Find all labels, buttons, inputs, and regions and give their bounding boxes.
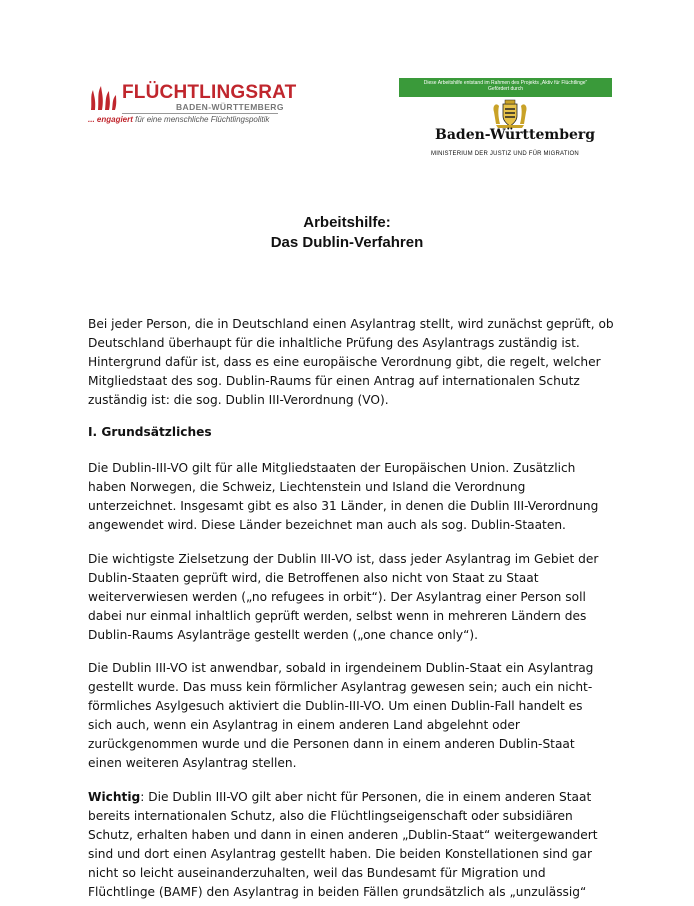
paragraph-1 (88, 459, 618, 535)
logo-region: BADEN-WÜRTTEMBERG (176, 102, 284, 112)
text-line: gestellt wurde. Das muss kein förmlicher Asylantrag gewesen sein; auch ein nicht- (88, 680, 593, 694)
text-line: förmliches Asylgesuch aktiviert die Dublin-III-VO. Um einen Dublin-Fall handelt es (88, 699, 583, 713)
important-label: Wichtig (88, 790, 141, 804)
document-title-line1: Arbeitshilfe: (303, 214, 391, 231)
text-line: Hintergrund dafür ist, dass es eine europäische Verordnung gibt, die regelt, welcher (88, 355, 601, 369)
text-line: Dublin-Staaten geprüft wird, die Betroffenen also nicht von Staat zu Staat (88, 571, 539, 585)
logo-tagline-prefix: ... engagiert (88, 115, 133, 124)
text-line: Flüchtlinge (BAMF) den Asylantrag in beiden Fällen grundsätzlich als „unzulässig“ (88, 885, 587, 899)
text-line: zurückgenommen wurde und die Personen dann in einem anderen Dublin-Staat (88, 737, 575, 751)
text-line: Mitgliedstaat des sog. Dublin-Raums für einen Antrag auf internationalen Schutz (88, 374, 580, 388)
text-line: Die Dublin-III-VO gilt für alle Mitgliedstaaten der Europäischen Union. Zusätzlich (88, 461, 576, 475)
text-line (88, 788, 618, 807)
funding-banner-line1: Diese Arbeitshilfe entstand im Rahmen des Projekts „Aktiv für Flüchtlinge“ (423, 80, 588, 86)
logo-name: FLÜCHTLINGSRAT (122, 82, 297, 103)
fluechtlingsrat-logo (88, 82, 297, 132)
ministry-name: MINISTERIUM DER JUSTIZ UND FÜR MIGRATION (431, 151, 579, 157)
logo-divider (122, 113, 278, 114)
text-line: Schutz, erhalten haben und dann in einen anderen „Dublin-Staat“ weitergewandert (88, 828, 598, 842)
funding-banner (399, 78, 612, 97)
document-title-line2: Das Dublin-Verfahren (270, 234, 424, 251)
flame-icon (88, 84, 118, 112)
text-line: Bei jeder Person, die in Deutschland einen Asylantrag stellt, wird zunächst geprüft, ob (88, 317, 614, 331)
text-line: sind und dort einen Asylantrag gestellt haben. Die beiden Konstellationen sind gar (88, 847, 592, 861)
text-line: bereits internationalen Schutz, also die Flüchtlingseigenschaft oder subsidiären (88, 809, 573, 823)
logo-tagline (88, 115, 269, 124)
paragraph-2 (88, 550, 618, 645)
text-line: weiterverwiesen werden („no refugees in orbit“). Der Asylantrag einer Person soll (88, 590, 586, 604)
text-line: unterzeichnet. Insgesamt gibt es also 31 Länder, in denen die Dublin III-Verordnung (88, 499, 599, 513)
logo-tagline-rest: für eine menschliche Flüchtlingspolitik (132, 115, 270, 124)
text-line: Deutschland überhaupt für die inhaltliche Prüfung des Asylantrags zuständig ist. (88, 336, 580, 350)
text-line: haben Norwegen, die Schweiz, Liechtenstein und Island die Verordnung (88, 480, 526, 494)
text-line: sich auch, wenn ein Asylantrag in einem anderen Land abgelehnt oder (88, 718, 520, 732)
text-line: angewendet wird. Diese Länder bezeichnet man auch als sog. Dublin-Staaten. (88, 518, 566, 532)
section-heading: I. Grundsätzliches (88, 425, 212, 439)
paragraph-4 (88, 788, 618, 902)
coat-of-arms-icon (490, 98, 530, 130)
text-line: zuständig ist: die sog. Dublin III-Verordnung (VO). (88, 393, 389, 407)
text-line: Die wichtigste Zielsetzung der Dublin III-VO ist, dass jeder Asylantrag im Gebiet der (88, 552, 599, 566)
state-name: Baden-Württemberg (435, 127, 596, 143)
text-line: einen weiteren Asylantrag stellen. (88, 756, 297, 770)
text-line-rest: : Die Dublin III-VO gilt aber nicht für Personen, die in einem anderen Staat (140, 790, 592, 804)
text-line: Die Dublin III-VO ist anwendbar, sobald in irgendeinem Dublin-Staat ein Asylantrag (88, 661, 594, 675)
text-line: Dublin-Raums Asylanträge gestellt werden („one chance only“). (88, 628, 479, 642)
funding-banner-line2: Gefördert durch (487, 86, 524, 92)
paragraph-3 (88, 659, 618, 773)
intro-paragraph (88, 315, 618, 410)
text-line: nicht so leicht auseinanderzuhalten, weil das Bundesamt für Migration und (88, 866, 546, 880)
text-line: dabei nur einmal inhaltlich geprüft werden, selbst wenn in mehreren Ländern des (88, 609, 587, 623)
